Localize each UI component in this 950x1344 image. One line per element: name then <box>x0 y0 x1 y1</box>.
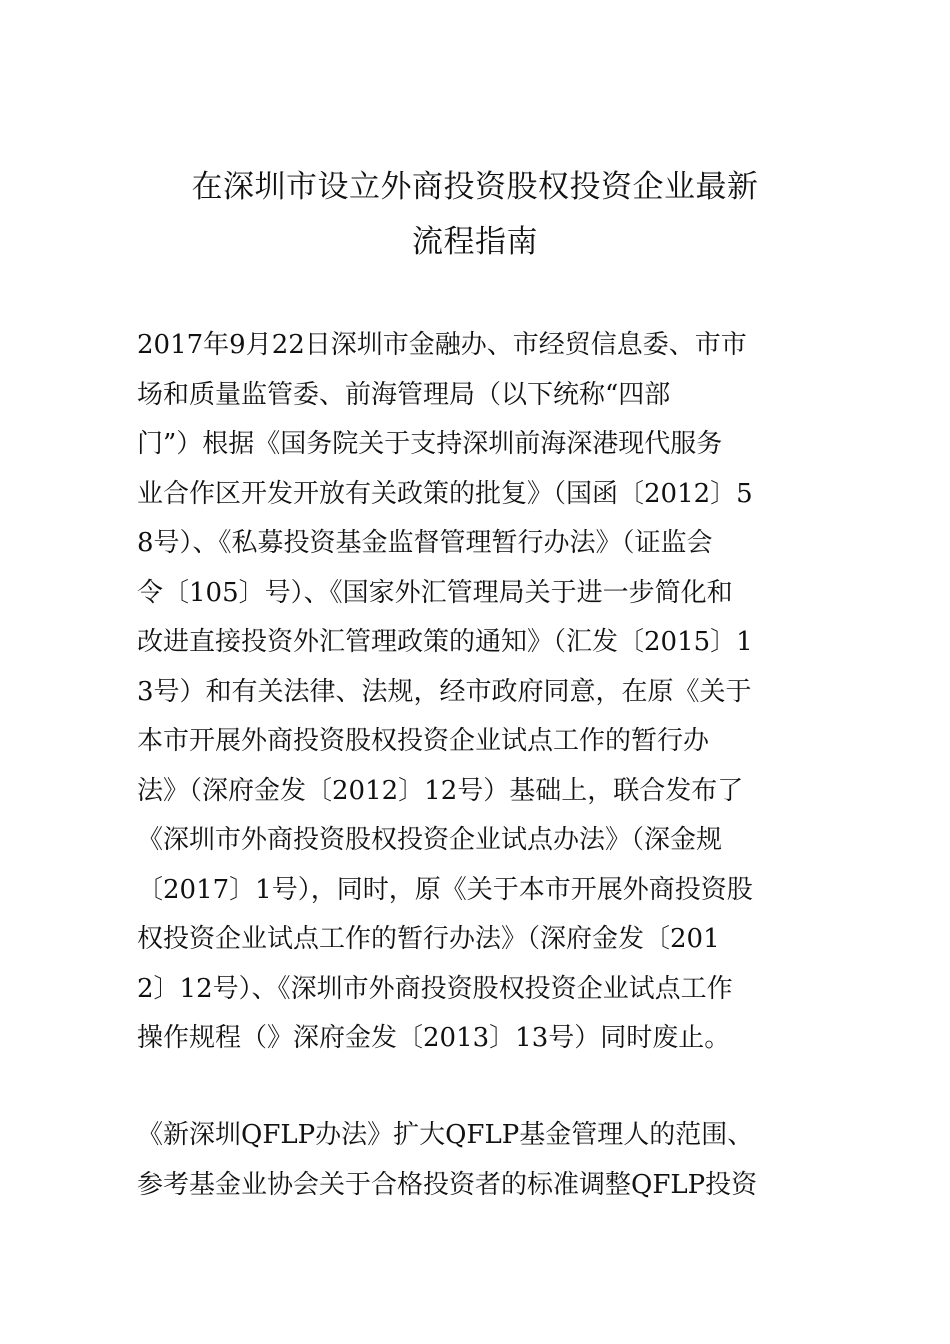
paragraph-line: 法》（深府金发〔2012〕12号）基础上，联合发布了 <box>137 775 744 806</box>
paragraph-line: 门”）根据《国务院关于支持深圳前海深港现代服务 <box>137 429 723 459</box>
paragraph-line: 《深圳市外商投资股权投资企业试点办法》（深金规 <box>137 825 723 855</box>
paragraph-line: 8号）、《私募投资基金监督管理暂行办法》（证监会 <box>137 528 713 558</box>
paragraph-line: 3号）和有关法律、法规，经市政府同意，在原《关于 <box>137 676 752 707</box>
paragraph-line: 2〕12号）、《深圳市外商投资股权投资企业试点工作 <box>137 973 733 1004</box>
paragraph-line: 2017年9月22日深圳市金融办、市经贸信息委、市市 <box>137 330 747 360</box>
title-line: 在深圳市设立外商投资股权投资企业最新 <box>191 169 759 205</box>
paragraph-line: 场和质量监管委、前海管理局（以下统称“四部 <box>137 379 671 410</box>
paragraph-line: 参考基金业协会关于合格投资者的标准调整QFLP投资 <box>137 1169 758 1200</box>
title-line: 流程指南 <box>412 224 538 260</box>
paragraph-line: 操作规程（》深府金发〔2013〕13号）同时废止。 <box>137 1023 731 1053</box>
paragraph-intro <box>137 321 827 1064</box>
paragraph-line: 业合作区开发开放有关政策的批复》（国函〔2012〕5 <box>137 478 753 509</box>
paragraph-line: 改进直接投资外汇管理政策的通知》（汇发〔2015〕1 <box>137 627 753 657</box>
document-title <box>0 160 950 270</box>
paragraph-line: 权投资企业试点工作的暂行办法》（深府金发〔201 <box>137 924 720 954</box>
paragraph-line: 《新深圳QFLP办法》扩大QFLP基金管理人的范围、 <box>137 1120 754 1150</box>
paragraph-line: 令〔105〕号）、《国家外汇管理局关于进一步简化和 <box>137 577 733 608</box>
paragraph-qflp <box>137 1111 827 1210</box>
paragraph-line: 本市开展外商投资股权投资企业试点工作的暂行办 <box>137 726 710 756</box>
paragraph-line: 〔2017〕1号），同时，原《关于本市开展外商投资股 <box>137 874 753 905</box>
